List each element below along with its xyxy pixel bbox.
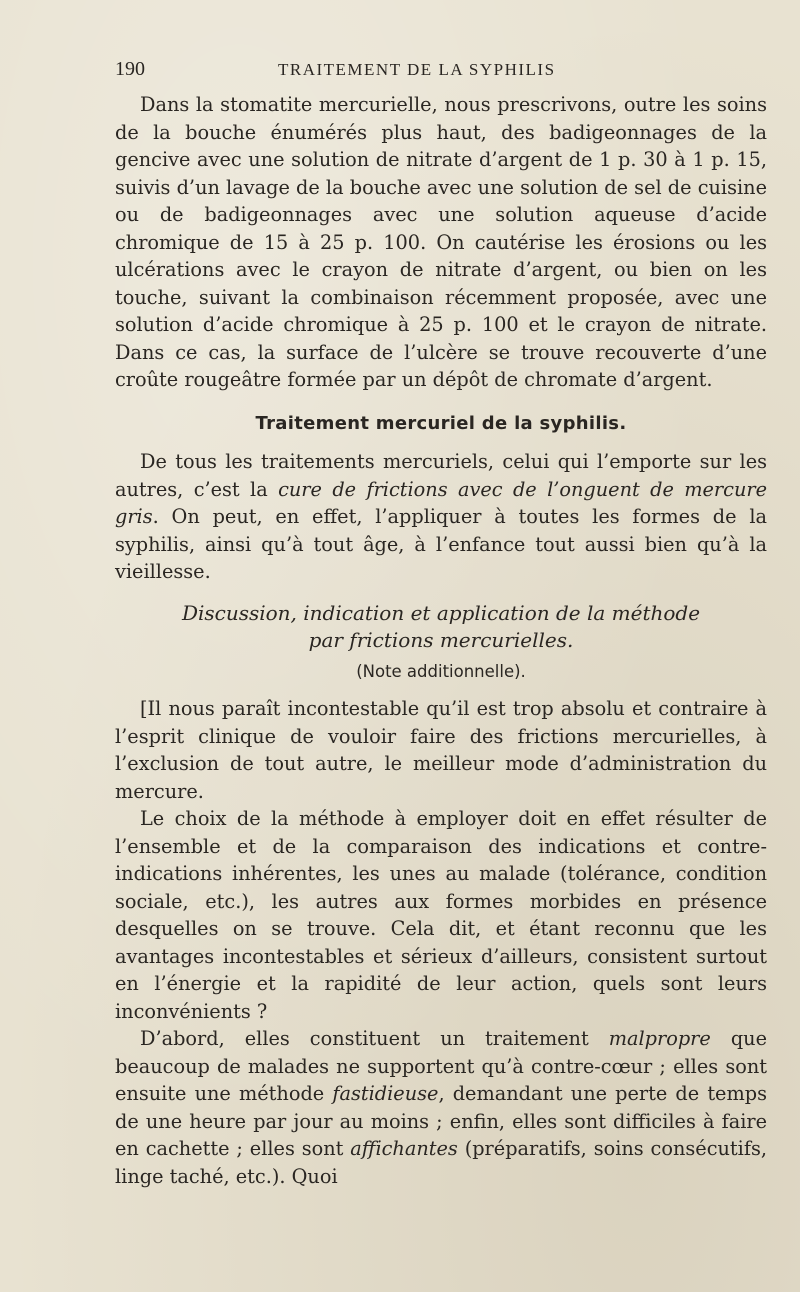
running-title: TRAITEMENT DE LA SYPHILIS [278,60,556,79]
paragraph-inconvenients-emphasis-3: affichantes [350,1137,458,1160]
paragraph-inconvenients-text-4: (préparatifs, soins consécutifs, linge taché, etc.). Quoi [115,1137,767,1188]
subsection-heading [115,600,767,655]
paragraph-frictions-intro-text-2: . On peut, en effet, l’appliquer à toutes les formes de la syphilis, ainsi qu’à tout âge, à l’enfance tout aussi bien qu’à la vieillesse. [115,505,767,583]
section-heading-traitement-mercuriel: Traitement mercuriel de la syphilis. [255,412,627,434]
paragraph-inconvenients-text-3: , demandant une perte de temps de une heure par jour au moins ; enfin, elles sont difficiles à faire en cachette ; elles sont [115,1082,767,1160]
paragraph-inconvenients-text-1: D’abord, elles constituent un traitement [140,1027,609,1050]
paragraph-choix: Le choix de la méthode à employer doit en effet résulter de l’ensemble et de la comparaison des indications et contre-indications inhérentes, les unes au malade (tolérance, condition sociale, etc.), les autres aux formes morbides en présence desquelles on se trouve. Cela dit, et étant reconnu que les avantages incontestables et sérieux d’ailleurs, consistent surtout en l’énergie et la rapidité de leur action, quels sont leurs inconvénients ? [115,807,767,1023]
paragraph-methode: [Il nous paraît incontestable qu’il est trop absolu et contraire à l’esprit clinique de vouloir faire des frictions mercurielles, à l’exclusion de tout autre, le meilleur mode d’administration du mercure. [115,697,767,803]
page-header [115,58,765,88]
paragraph-inconvenients-emphasis-1: malpropre [608,1027,711,1050]
paragraph-inconvenients [115,1025,767,1190]
subsection-heading-line-2: par frictions mercurielles. [308,628,574,652]
subsection-note: (Note additionnelle). [356,661,526,681]
paragraph-inconvenients-text-2: que beaucoup de malades ne supportent qu’à contre-cœur ; elles sont ensuite une méthode [115,1027,767,1105]
paragraph-frictions-intro [115,448,767,586]
paragraph-inconvenients-emphasis-2: fastidieuse [332,1082,439,1105]
paragraph-frictions-intro-emphasis: cure de frictions avec de l’onguent de mercure gris [115,477,767,528]
paragraph-frictions-intro-text-1: De tous les traitements mercuriels, celui qui l’emporte sur les autres, c’est la [115,450,767,501]
paragraph-stomatite: Dans la stomatite mercurielle, nous prescrivons, outre les soins de la bouche énumérés plus haut, des badigeonnages de la gencive avec une solution de nitrate d’argent de 1 p. 30 à 1 p. 15, suivis d’un lavage de la bouche avec une solution de sel de cuisine ou de badigeonnages avec une solution aqueuse d’acide chromique de 15 à 25 p. 100. On cautérise les érosions ou les ulcérations avec le crayon de nitrate d’argent, ou bien on les touche, suivant la combinaison récemment proposée, avec une solution d’acide chromique à 25 p. 100 et le crayon de nitrate. Dans ce cas, la surface de l’ulcère se trouve recouverte d’une croûte rougeâtre formée par un dépôt de chromate d’argent. [115,93,767,391]
page-body [115,88,767,1190]
subsection-heading-line-1: Discussion, indication et application de la méthode [181,600,701,625]
page-number: 190 [115,58,145,80]
